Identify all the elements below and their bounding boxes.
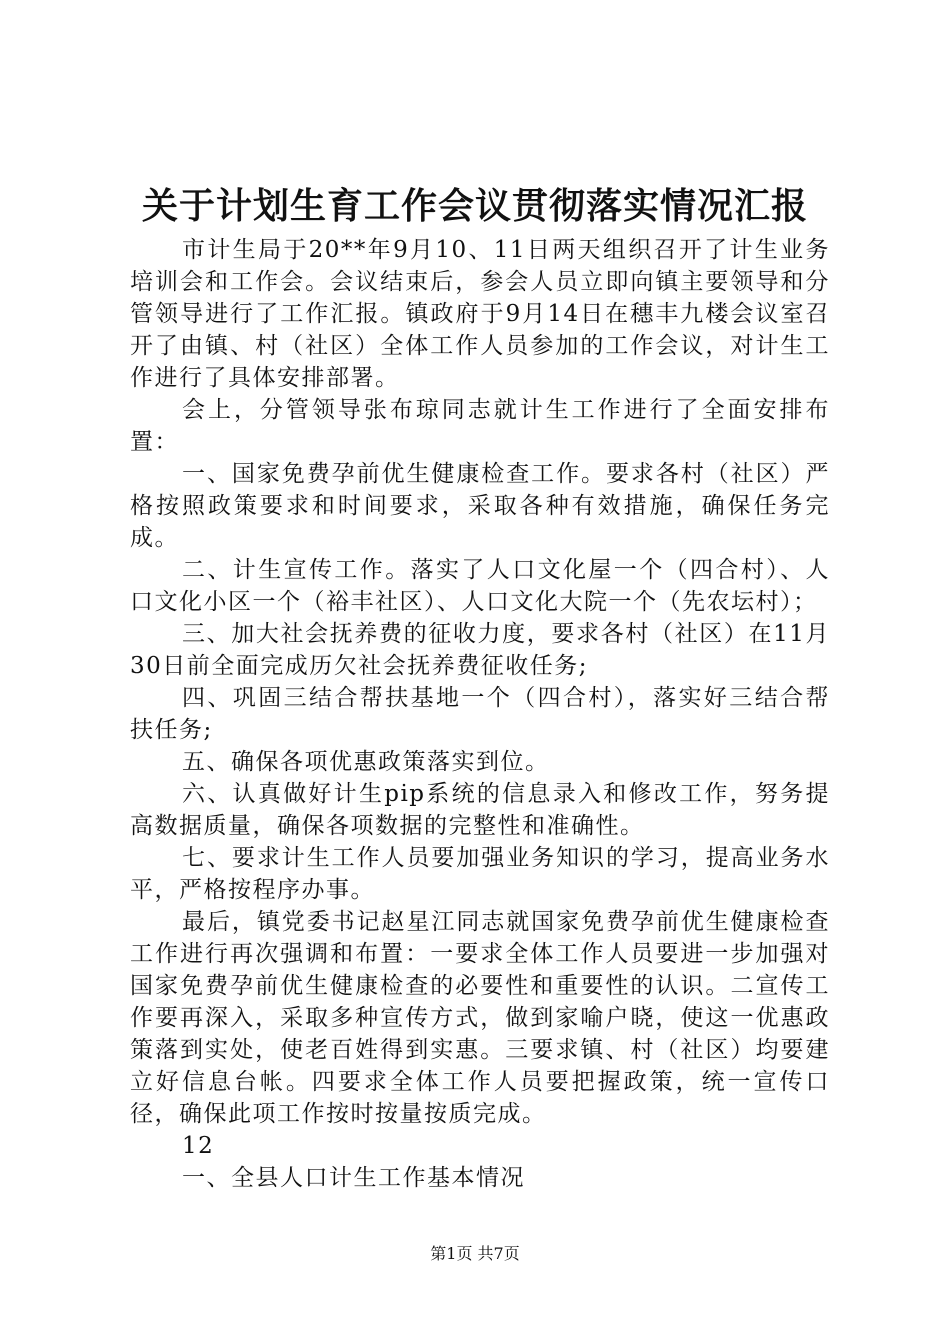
paragraph: 会上，分管领导张布琼同志就计生工作进行了全面安排布置： — [130, 397, 830, 455]
paragraph: 六、认真做好计生pip系统的信息录入和修改工作，努务提高数据质量，确保各项数据的完整性和准确性。 — [130, 781, 830, 839]
paragraph: 最后，镇党委书记赵星江同志就国家免费孕前优生健康检查工作进行再次强调和布置：一要求全体工作人员要进一步加强对国家免费孕前优生健康检查的必要性和重要性的认识。二宣传工作要再深入，采取多种宣传方式，做到家喻户晓，使这一优惠政策落到实处，使老百姓得到实惠。三要求镇、村（社区）均要建立好信息台帐。四要求全体工作人员要把握政策，统一宣传口径，确保此项工作按时按量按质完成。 — [130, 909, 830, 1127]
paragraph: 12 — [182, 1133, 215, 1159]
document-body — [130, 234, 830, 1194]
paragraph: 一、全县人口计生工作基本情况 — [182, 1165, 525, 1191]
paragraph: 市计生局于20**年9月10、11日两天组织召开了计生业务培训会和工作会。会议结束后，参会人员立即向镇主要领导和分管领导进行了工作汇报。镇政府于9月14日在穗丰九楼会议室召开了由镇、村（社区）全体工作人员参加的工作会议，对计生工作进行了具体安排部署。 — [130, 237, 830, 391]
paragraph: 七、要求计生工作人员要加强业务知识的学习，提高业务水平，严格按程序办事。 — [130, 845, 830, 903]
paragraph: 一、国家免费孕前优生健康检查工作。要求各村（社区）严格按照政策要求和时间要求，采取各种有效措施，确保任务完成。 — [130, 461, 830, 551]
page-footer: 第1页 共7页 — [430, 1244, 520, 1263]
paragraph: 二、计生宣传工作。落实了人口文化屋一个（四合村）、人口文化小区一个（裕丰社区）、人口文化大院一个（先农坛村）； — [130, 557, 830, 615]
paragraph: 四、巩固三结合帮扶基地一个（四合村），落实好三结合帮扶任务; — [130, 685, 830, 743]
document-title: 关于计划生育工作会议贯彻落实情况汇报 — [141, 186, 808, 227]
paragraph: 五、确保各项优惠政策落实到位。 — [182, 749, 550, 775]
paragraph: 三、加大社会抚养费的征收力度，要求各村（社区）在11月30日前全面完成历欠社会抚养费征收任务; — [130, 621, 830, 679]
